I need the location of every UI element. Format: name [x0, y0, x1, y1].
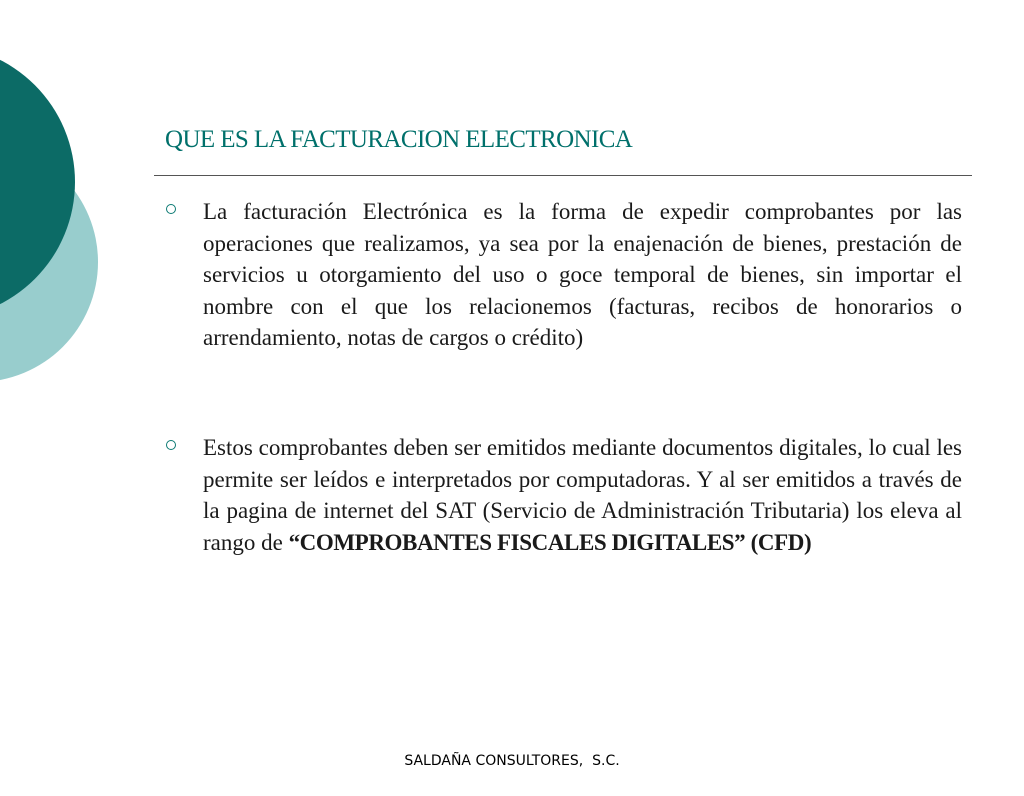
bullet-text-2-body: Estos comprobantes deben ser emitidos mediante documentos digitales, lo cual les permite ser leídos e interpretados por computadoras. Y al ser emitidos a través de la pagina de internet del SAT (Servicio de Administración Tributaria) los eleva al rango de	[203, 435, 962, 555]
decorative-circles	[0, 0, 110, 420]
circle-bullet-icon	[166, 204, 176, 214]
circle-bullet-icon	[166, 440, 176, 450]
bullet-text-2	[203, 432, 962, 558]
bullet-item-1	[166, 196, 962, 354]
footer-company: SALDAÑA CONSULTORES, S.C.	[404, 753, 620, 769]
bullet-text-1: La facturación Electrónica es la forma de expedir comprobantes por las operaciones que realizamos, ya sea por la enajenación de bienes, prestación de servicios u otorgamiento del uso o goce temporal de bienes, sin importar el nombre con el que los relacionemos (facturas, recibos de honorarios o arrendamiento, notas de cargos o crédito)	[203, 199, 962, 351]
slide-title: QUE ES LA FACTURACION ELECTRONICA	[165, 126, 633, 153]
title-divider	[154, 175, 972, 176]
bullet-item-2	[166, 432, 962, 558]
bullet-text-2-bold: “COMPROBANTES FISCALES DIGITALES” (CFD)	[288, 529, 812, 555]
